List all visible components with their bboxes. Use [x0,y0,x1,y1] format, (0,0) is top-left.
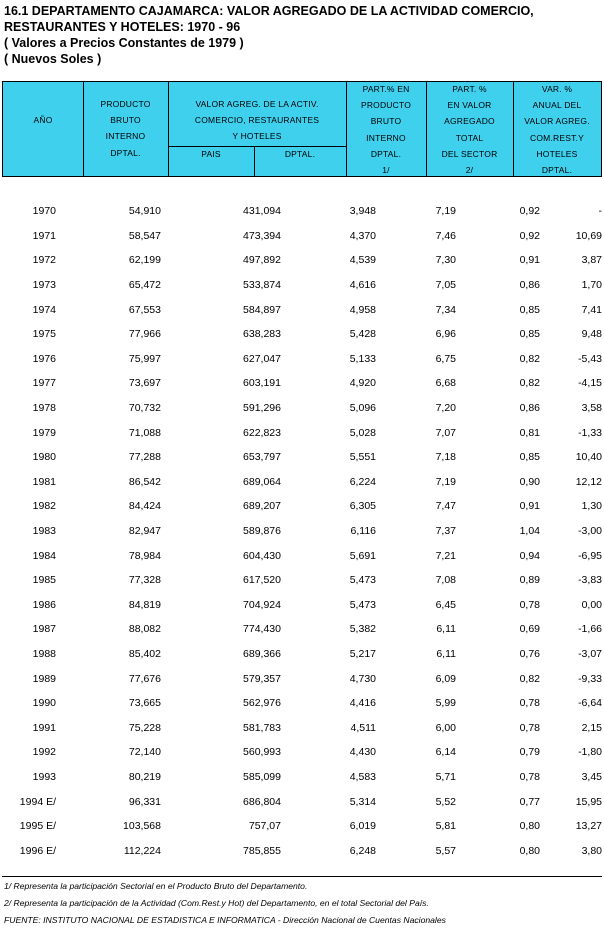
cell-valor-dptal: 5,691 [349,549,376,562]
table-row [2,396,602,421]
table-row [2,248,602,273]
cell-part-sector: 0,77 [519,795,540,808]
cell-valor-pais: 604,430 [243,549,281,562]
cell-valor-pais: 622,823 [243,426,281,439]
cell-part-pbi: 7,07 [435,426,456,439]
cell-var: 15,95 [575,795,602,808]
cell-part-sector: 0,79 [519,746,540,759]
cell-valor-dptal: 5,551 [349,451,376,464]
cell-valor-dptal: 4,416 [349,697,376,710]
cell-part-sector: 0,90 [519,475,540,488]
cell-year: 1975 [32,328,56,341]
cell-part-sector: 0,82 [519,377,540,390]
cell-pbi: 70,732 [128,402,161,415]
source-note: FUENTE: INSTITUTO NACIONAL DE ESTADISTICA E INFORMATICA - Dirección Nacional de Cuentas Nacionales [4,915,446,925]
cell-var: -3,07 [578,647,602,660]
col-header-var: VAR. % ANUAL DEL VALOR AGREG. COM.REST.Y HOTELES DPTAL. [524,84,590,176]
cell-valor-pais: 581,783 [243,721,281,734]
cell-year: 1983 [32,525,56,538]
cell-var: 3,87 [581,254,602,267]
cell-year: 1991 [32,721,56,734]
cell-valor-dptal: 6,224 [349,475,376,488]
cell-pbi: 77,676 [128,672,161,685]
cell-valor-pais: 689,207 [243,500,281,513]
cell-pbi: 80,219 [128,770,161,783]
table-row [2,519,602,544]
cell-pbi: 88,082 [128,623,161,636]
cell-part-pbi: 6,14 [435,746,456,759]
cell-valor-pais: 617,520 [243,574,281,587]
cell-valor-pais: 579,357 [243,672,281,685]
cell-var: -1,66 [578,623,602,636]
cell-year: 1993 [32,770,56,783]
cell-part-sector: 0,78 [519,770,540,783]
cell-pbi: 67,553 [128,303,161,316]
cell-var: -6,64 [578,697,602,710]
cell-valor-dptal: 5,314 [349,795,376,808]
cell-var: -6,95 [578,549,602,562]
cell-part-pbi: 7,30 [435,254,456,267]
table-row [2,568,602,593]
footnote-1: 1/ Representa la participación Sectorial en el Producto Bruto del Departamento. [4,881,308,891]
footnote-2: 2/ Representa la participación de la Actividad (Com.Rest.y Hot) del Departamento, en el total Sectorial del País. [4,898,429,908]
cell-valor-dptal: 4,583 [349,770,376,783]
cell-valor-dptal: 4,430 [349,746,376,759]
cell-part-pbi: 7,19 [435,475,456,488]
cell-part-pbi: 7,05 [435,279,456,292]
cell-valor-dptal: 5,428 [349,328,376,341]
cell-pbi: 75,228 [128,721,161,734]
table-row [2,666,602,691]
cell-year: 1992 [32,746,56,759]
cell-var: -1,80 [578,746,602,759]
cell-valor-pais: 603,191 [243,377,281,390]
cell-part-pbi: 6,11 [436,647,456,660]
cell-var: 3,58 [581,402,602,415]
cell-valor-dptal: 3,948 [349,205,376,218]
cell-var: 7,41 [581,303,602,316]
table-row [2,199,602,224]
data-body [2,199,602,863]
table-row [2,642,602,667]
table-row [2,470,602,495]
cell-year: 1977 [32,377,56,390]
cell-var: 1,30 [581,500,602,513]
cell-pbi: 77,328 [128,574,161,587]
cell-year: 1988 [32,647,56,660]
cell-valor-pais: 497,892 [243,254,281,267]
cell-valor-dptal: 4,539 [349,254,376,267]
cell-part-pbi: 7,46 [435,229,456,242]
title-line-3: ( Valores a Precios Constantes de 1979 ) [4,36,244,50]
cell-valor-dptal: 6,305 [349,500,376,513]
footnote-divider [2,876,602,877]
cell-part-pbi: 7,47 [435,500,456,513]
cell-valor-pais: 562,976 [243,697,281,710]
cell-part-sector: 0,89 [519,574,540,587]
cell-valor-dptal: 5,133 [349,352,376,365]
cell-year: 1989 [32,672,56,685]
cell-part-sector: 0,85 [519,328,540,341]
cell-valor-dptal: 4,511 [350,721,376,734]
cell-pbi: 84,819 [128,598,161,611]
col-header-anio: AÑO [33,115,53,125]
cell-part-pbi: 5,99 [435,697,456,710]
cell-part-pbi: 7,08 [435,574,456,587]
cell-valor-dptal: 4,730 [349,672,376,685]
cell-valor-dptal: 5,473 [349,598,376,611]
cell-part-sector: 0,92 [519,205,540,218]
cell-year: 1973 [32,279,56,292]
cell-var: 0,00 [581,598,602,611]
table-row [2,445,602,470]
cell-part-pbi: 6,75 [435,352,456,365]
cell-part-pbi: 7,20 [435,402,456,415]
title-line-2: RESTAURANTES Y HOTELES: 1970 - 96 [4,20,241,34]
cell-valor-pais: 686,804 [243,795,281,808]
cell-part-sector: 1,04 [519,525,540,538]
cell-part-pbi: 6,09 [435,672,456,685]
cell-part-pbi: 6,11 [436,623,456,636]
cell-valor-dptal: 6,248 [349,844,376,857]
cell-var: 10,40 [575,451,602,464]
cell-part-sector: 0,85 [519,451,540,464]
col-header-dptal: DPTAL. [284,149,316,159]
table-row [2,838,602,863]
cell-valor-pais: 585,099 [243,770,281,783]
cell-valor-pais: 589,876 [243,525,281,538]
cell-valor-pais: 473,394 [243,229,281,242]
cell-valor-dptal: 4,958 [349,303,376,316]
cell-part-sector: 0,92 [519,229,540,242]
table-row [2,297,602,322]
cell-var: 1,70 [581,279,602,292]
cell-part-pbi: 5,71 [435,770,456,783]
cell-pbi: 96,331 [128,795,161,808]
cell-pbi: 73,665 [128,697,161,710]
cell-part-pbi: 5,57 [435,844,456,857]
cell-part-pbi: 7,19 [435,205,456,218]
cell-year: 1981 [32,475,56,488]
cell-year: 1979 [32,426,56,439]
cell-valor-dptal: 5,473 [349,574,376,587]
cell-valor-dptal: 5,217 [349,647,376,660]
cell-pbi: 112,224 [123,844,161,857]
cell-year: 1982 [32,500,56,513]
cell-part-pbi: 7,37 [435,525,456,538]
table-row [2,543,602,568]
cell-part-sector: 0,82 [519,352,540,365]
cell-valor-pais: 689,366 [243,647,281,660]
cell-valor-pais: 431,094 [243,205,281,218]
cell-pbi: 65,472 [128,279,161,292]
cell-pbi: 75,997 [128,352,161,365]
cell-year: 1980 [32,451,56,464]
cell-pbi: 82,947 [128,525,161,538]
cell-var: 3,80 [581,844,602,857]
cell-pbi: 103,568 [123,820,161,833]
cell-var: 10,69 [575,229,602,242]
cell-valor-pais: 653,797 [243,451,281,464]
cell-pbi: 77,966 [128,328,161,341]
table-row [2,691,602,716]
cell-year: 1976 [32,352,56,365]
cell-var: 13,27 [575,820,602,833]
cell-year: 1994 E/ [19,795,56,808]
cell-part-pbi: 6,68 [435,377,456,390]
cell-part-pbi: 7,21 [435,549,456,562]
cell-part-sector: 0,76 [519,647,540,660]
cell-valor-dptal: 5,382 [349,623,376,636]
cell-valor-pais: 757,07 [248,820,281,833]
cell-part-sector: 0,78 [519,598,540,611]
cell-var: -4,15 [578,377,602,390]
cell-part-pbi: 6,96 [435,328,456,341]
cell-pbi: 77,288 [128,451,161,464]
cell-valor-dptal: 6,116 [350,525,376,538]
cell-part-sector: 0,86 [519,279,540,292]
cell-pbi: 78,984 [128,549,161,562]
title-line-1: 16.1 DEPARTAMENTO CAJAMARCA: VALOR AGREGADO DE LA ACTIVIDAD COMERCIO, [4,4,534,18]
col-header-pais: PAIS [201,149,221,159]
cell-part-sector: 0,80 [519,820,540,833]
cell-part-sector: 0,80 [519,844,540,857]
cell-pbi: 54,910 [128,205,161,218]
col-header-part-valor: PART. % EN VALOR AGREGADO TOTAL DEL SECTOR 2/ [441,84,498,176]
cell-year: 1995 E/ [19,820,56,833]
cell-valor-pais: 785,855 [243,844,281,857]
col-header-valor-group: VALOR AGREG. DE LA ACTIV. COMERCIO, RESTAURANTES Y HOTELES [194,99,320,142]
table-title [4,3,602,67]
cell-part-sector: 0,78 [519,697,540,710]
data-table [2,199,602,863]
cell-valor-dptal: 6,019 [349,820,376,833]
table-row [2,224,602,249]
cell-year: 1972 [32,254,56,267]
cell-valor-pais: 689,064 [243,475,281,488]
table-row [2,273,602,298]
cell-part-sector: 0,81 [519,426,540,439]
col-header-pbi: PRODUCTO BRUTO INTERNO DPTAL. [100,99,151,158]
cell-valor-pais: 627,047 [243,352,281,365]
cell-year: 1970 [32,205,56,218]
cell-part-sector: 0,91 [519,500,540,513]
cell-valor-dptal: 4,616 [349,279,376,292]
table-row [2,322,602,347]
cell-valor-dptal: 4,370 [349,229,376,242]
cell-year: 1985 [32,574,56,587]
table-row [2,420,602,445]
cell-var: 3,45 [581,770,602,783]
cell-part-sector: 0,69 [519,623,540,636]
cell-pbi: 62,199 [128,254,161,267]
cell-year: 1996 E/ [19,844,56,857]
table-row [2,347,602,372]
title-line-4: ( Nuevos Soles ) [4,52,102,66]
cell-valor-pais: 704,924 [243,598,281,611]
table-row [2,371,602,396]
cell-var: 2,15 [581,721,602,734]
table-row [2,494,602,519]
cell-part-sector: 0,86 [519,402,540,415]
cell-year: 1974 [32,303,56,316]
col-header-part-pbi: PART.% EN PRODUCTO BRUTO INTERNO DPTAL. 1/ [360,84,412,176]
cell-pbi: 71,088 [128,426,161,439]
table-row [2,617,602,642]
cell-pbi: 73,697 [128,377,161,390]
cell-var: -5,43 [578,352,602,365]
cell-var: 9,48 [581,328,602,341]
table-row [2,789,602,814]
table-row [2,765,602,790]
cell-var: 12,12 [575,475,602,488]
cell-part-pbi: 7,18 [435,451,456,464]
table-row [2,715,602,740]
cell-pbi: 72,140 [128,746,161,759]
cell-pbi: 86,542 [128,475,161,488]
cell-var: -1,33 [578,426,602,439]
cell-var: -9,33 [578,672,602,685]
cell-pbi: 85,402 [128,647,161,660]
cell-part-pbi: 7,34 [435,303,456,316]
cell-part-sector: 0,85 [519,303,540,316]
cell-valor-dptal: 5,096 [349,402,376,415]
cell-part-sector: 0,82 [519,672,540,685]
cell-valor-pais: 533,874 [243,279,281,292]
cell-part-pbi: 5,52 [435,795,456,808]
cell-valor-pais: 638,283 [243,328,281,341]
cell-valor-dptal: 4,920 [349,377,376,390]
cell-year: 1990 [32,697,56,710]
table-header [2,81,602,177]
cell-part-sector: 0,94 [519,549,540,562]
cell-valor-pais: 591,296 [243,402,281,415]
cell-valor-pais: 560,993 [243,746,281,759]
cell-var: - [598,205,602,218]
cell-var: -3,83 [578,574,602,587]
table-row [2,740,602,765]
cell-year: 1971 [32,229,56,242]
cell-valor-pais: 584,897 [243,303,281,316]
cell-part-pbi: 6,45 [435,598,456,611]
cell-pbi: 84,424 [128,500,161,513]
cell-year: 1978 [32,402,56,415]
cell-pbi: 58,547 [128,229,161,242]
cell-year: 1984 [32,549,56,562]
cell-part-sector: 0,78 [519,721,540,734]
cell-part-sector: 0,91 [519,254,540,267]
cell-part-pbi: 5,81 [435,820,456,833]
cell-valor-pais: 774,430 [243,623,281,636]
cell-year: 1987 [32,623,56,636]
table-row [2,814,602,839]
cell-valor-dptal: 5,028 [349,426,376,439]
cell-year: 1986 [32,598,56,611]
cell-part-pbi: 6,00 [435,721,456,734]
cell-var: -3,00 [578,525,602,538]
table-row [2,593,602,618]
